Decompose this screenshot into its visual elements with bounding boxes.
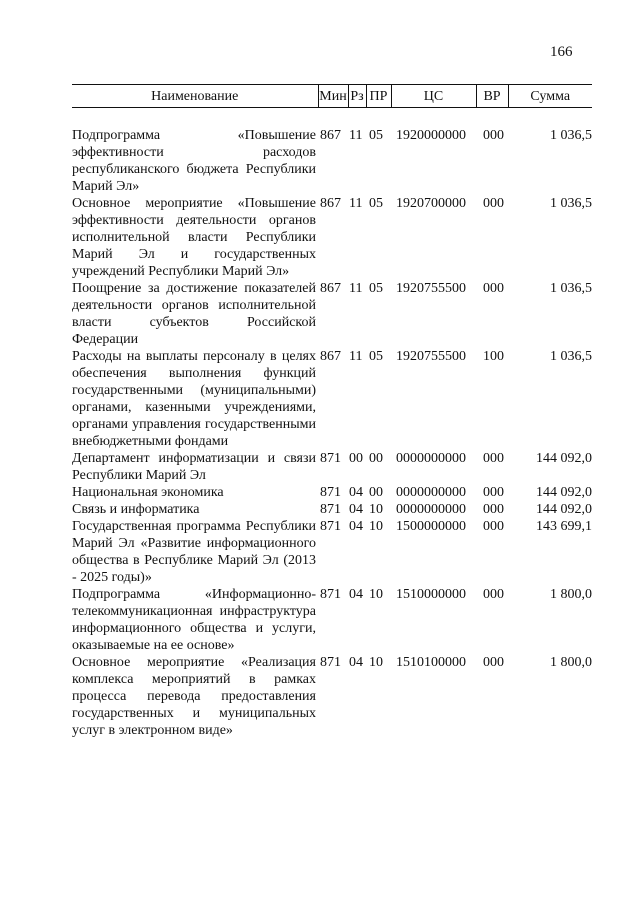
row-pr-cell: 10 [369, 502, 383, 517]
row-min-cell: 871 [320, 655, 341, 670]
row-min-cell: 871 [320, 587, 341, 602]
row-name-cell: Основное мероприятие «Повышение эффективности деятельности органов исполнительной власти Республики Марий Эл и государственных учреждений Республики Марий Эл» [72, 196, 316, 279]
row-cs-cell: 1500000000 [396, 519, 466, 534]
row-pr-cell: 00 [369, 451, 383, 466]
row-pr-cell: 05 [369, 349, 383, 364]
row-name-cell: Расходы на выплаты персоналу в целях обеспечения выполнения функций государственными (муниципальными) органами, казенными учреждениями, органами управления государственными внебюджетными фондами [72, 349, 316, 449]
table-row [72, 280, 592, 348]
row-sum-cell: 144 092,0 [536, 451, 592, 466]
row-min-cell: 871 [320, 502, 341, 517]
row-name-cell: Национальная экономика [72, 485, 224, 500]
row-name-cell: Подпрограмма «Повышение эффективности расходов республиканского бюджета Республики Марий Эл» [72, 128, 316, 194]
row-min-cell: 871 [320, 451, 341, 466]
column-header-name: Наименование [72, 85, 318, 108]
row-sum-cell: 144 092,0 [536, 502, 592, 517]
row-vr-cell: 000 [483, 519, 504, 534]
row-pr-cell: 05 [369, 196, 383, 211]
row-rz-cell: 04 [349, 502, 363, 517]
row-min-cell: 867 [320, 281, 341, 296]
row-sum-cell: 1 036,5 [550, 281, 592, 296]
row-pr-cell: 00 [369, 485, 383, 500]
row-pr-cell: 10 [369, 587, 383, 602]
row-sum-cell: 143 699,1 [536, 519, 592, 534]
table-row [72, 586, 592, 654]
table-row [72, 518, 592, 586]
row-name-cell: Государственная программа Республики Марий Эл «Развитие информационного общества в Республике Марий Эл (2013 - 2025 годы)» [72, 519, 316, 585]
row-name-cell: Департамент информатизации и связи Республики Марий Эл [72, 451, 316, 483]
column-header-cs: ЦС [391, 85, 476, 108]
row-min-cell: 867 [320, 128, 341, 143]
row-cs-cell: 1920755500 [396, 281, 466, 296]
row-sum-cell: 1 036,5 [550, 196, 592, 211]
row-pr-cell: 10 [369, 519, 383, 534]
table-body [72, 108, 592, 740]
row-name-cell: Связь и информатика [72, 502, 200, 517]
row-cs-cell: 1510000000 [396, 587, 466, 602]
row-cs-cell: 1920000000 [396, 128, 466, 143]
row-vr-cell: 000 [483, 485, 504, 500]
row-rz-cell: 11 [349, 128, 363, 143]
row-sum-cell: 144 092,0 [536, 485, 592, 500]
column-header-pr: ПР [366, 85, 391, 108]
row-sum-cell: 1 036,5 [550, 128, 592, 143]
column-header-min: Мин [318, 85, 348, 108]
row-min-cell: 871 [320, 519, 341, 534]
row-cs-cell: 0000000000 [396, 485, 466, 500]
table-row [72, 501, 592, 518]
header-spacer [72, 108, 592, 128]
table-row [72, 450, 592, 484]
row-vr-cell: 000 [483, 655, 504, 670]
column-header-sum: Сумма [508, 85, 592, 108]
row-rz-cell: 04 [349, 655, 363, 670]
budget-table [72, 84, 592, 739]
row-cs-cell: 1920755500 [396, 349, 466, 364]
row-cs-cell: 0000000000 [396, 451, 466, 466]
row-vr-cell: 000 [483, 196, 504, 211]
row-rz-cell: 11 [349, 196, 363, 211]
row-cs-cell: 1920700000 [396, 196, 466, 211]
row-pr-cell: 05 [369, 128, 383, 143]
row-rz-cell: 11 [349, 349, 363, 364]
page-number: 166 [550, 44, 573, 60]
row-min-cell: 871 [320, 485, 341, 500]
row-sum-cell: 1 800,0 [550, 587, 592, 602]
table-row [72, 348, 592, 450]
table-row [72, 195, 592, 280]
table-row [72, 127, 592, 195]
row-rz-cell: 04 [349, 485, 363, 500]
column-header-vr: ВР [476, 85, 508, 108]
row-vr-cell: 000 [483, 451, 504, 466]
table-row [72, 484, 592, 501]
row-cs-cell: 1510100000 [396, 655, 466, 670]
row-cs-cell: 0000000000 [396, 502, 466, 517]
row-min-cell: 867 [320, 349, 341, 364]
row-vr-cell: 000 [483, 502, 504, 517]
row-vr-cell: 000 [483, 128, 504, 143]
row-sum-cell: 1 036,5 [550, 349, 592, 364]
column-header-rz: Рз [348, 85, 366, 108]
row-pr-cell: 10 [369, 655, 383, 670]
row-pr-cell: 05 [369, 281, 383, 296]
row-rz-cell: 04 [349, 587, 363, 602]
row-sum-cell: 1 800,0 [550, 655, 592, 670]
row-name-cell: Основное мероприятие «Реализация комплекса мероприятий в рамках процесса перевода предоставления государственных и муниципальных услуг в электронном виде» [72, 655, 316, 738]
row-name-cell: Поощрение за достижение показателей деятельности органов исполнительной власти субъектов Российской Федерации [72, 281, 316, 347]
row-rz-cell: 04 [349, 519, 363, 534]
row-vr-cell: 000 [483, 587, 504, 602]
table-header [72, 85, 592, 108]
row-rz-cell: 11 [349, 281, 363, 296]
table-row [72, 654, 592, 739]
row-rz-cell: 00 [349, 451, 363, 466]
row-vr-cell: 000 [483, 281, 504, 296]
row-min-cell: 867 [320, 196, 341, 211]
row-name-cell: Подпрограмма «Информационно-телекоммуникационная инфраструктура информационного общества и услуги, оказываемые на ее основе» [72, 587, 316, 653]
row-vr-cell: 100 [483, 349, 504, 364]
